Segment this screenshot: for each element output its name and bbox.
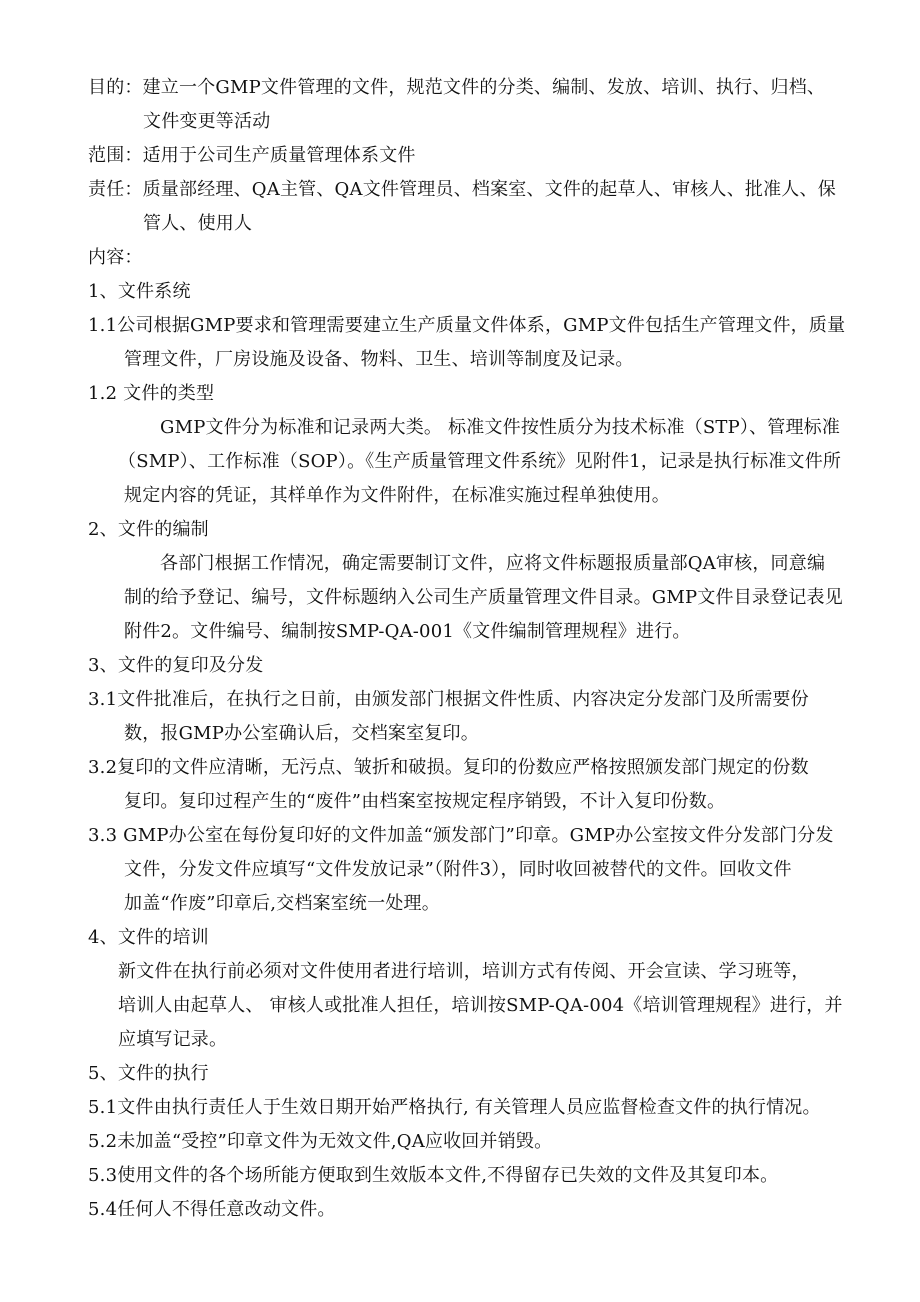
section-heading: 2、文件的编制 <box>88 519 209 540</box>
text-line: 文件，分发文件应填写“文件发放记录”（附件3），同时收回被替代的文件。回收文件 <box>124 859 792 880</box>
text-line: 责任：质量部经理、QA主管、QA文件管理员、档案室、文件的起草人、审核人、批准人、保 <box>88 179 836 200</box>
text-line: GMP文件分为标准和记录两大类。 标准文件按性质分为技术标准（STP）、管理标准 <box>160 417 841 438</box>
section-heading: 4、文件的培训 <box>88 927 209 948</box>
text-line: 目的：建立一个GMP文件管理的文件，规范文件的分类、编制、发放、培训、执行、归档、 <box>88 77 826 98</box>
text-line: 3.2复印的文件应清晰，无污点、皱折和破损。复印的份数应严格按照颁发部门规定的份数 <box>88 757 809 778</box>
subsection-heading: 1.2 文件的类型 <box>88 383 215 404</box>
text-line: 内容： <box>88 247 143 268</box>
text-line: 管理文件，厂房设施及设备、物料、卫生、培训等制度及记录。 <box>124 349 634 370</box>
text-line: 培训人由起草人、 审核人或批准人担任，培训按SMP-QA-004《培训管理规程》进行，并 <box>118 995 843 1016</box>
text-line: 各部门根据工作情况，确定需要制订文件，应将文件标题报质量部QA审核，同意编 <box>160 553 826 574</box>
text-line: 应填写记录。 <box>118 1029 228 1050</box>
text-line: 3.3 GMP办公室在每份复印好的文件加盖“颁发部门”印章。GMP办公室按文件分发部门分发 <box>88 825 834 846</box>
text-line: 数，报GMP办公室确认后，交档案室复印。 <box>124 723 479 744</box>
text-line: 新文件在执行前必须对文件使用者进行培训，培训方式有传阅、开会宣读、学习班等， <box>118 961 810 982</box>
text-line: 5.4任何人不得任意改动文件。 <box>88 1199 336 1220</box>
text-line: 5.2未加盖“受控”印章文件为无效文件,QA应收回并销毁。 <box>88 1131 553 1152</box>
text-line: 制的给予登记、编号，文件标题纳入公司生产质量管理文件目录。GMP文件目录登记表见 <box>124 587 843 608</box>
text-line: 5.3使用文件的各个场所能方便取到生效版本文件,不得留存已失效的文件及其复印本。 <box>88 1165 779 1186</box>
text-line: 文件变更等活动 <box>143 111 271 132</box>
section-heading: 1、文件系统 <box>88 281 191 302</box>
section-heading: 3、文件的复印及分发 <box>88 655 264 676</box>
text-line: （SMP）、工作标准（SOP）。《生产质量管理文件系统》见附件1，记录是执行标准文件所 <box>118 451 842 472</box>
section-heading: 5、文件的执行 <box>88 1063 209 1084</box>
text-line: 加盖“作废”印章后,交档案室统一处理。 <box>124 893 440 914</box>
text-line: 复印。复印过程产生的“废件”由档案室按规定程序销毁，不计入复印份数。 <box>124 791 726 812</box>
text-line: 范围：适用于公司生产质量管理体系文件 <box>88 145 416 166</box>
text-line: 附件2。文件编号、编制按SMP-QA-001《文件编制管理规程》进行。 <box>124 621 691 642</box>
text-line: 规定内容的凭证，其样单作为文件附件，在标准实施过程单独使用。 <box>124 485 670 506</box>
text-line: 1.1公司根据GMP要求和管理需要建立生产质量文件体系，GMP文件包括生产管理文件，质量 <box>88 315 846 336</box>
text-line: 管人、使用人 <box>143 213 253 234</box>
text-line: 5.1文件由执行责任人于生效日期开始严格执行, 有关管理人员应监督检查文件的执行情况。 <box>88 1097 821 1118</box>
text-line: 3.1文件批准后，在执行之日前，由颁发部门根据文件性质、内容决定分发部门及所需要份 <box>88 689 809 710</box>
